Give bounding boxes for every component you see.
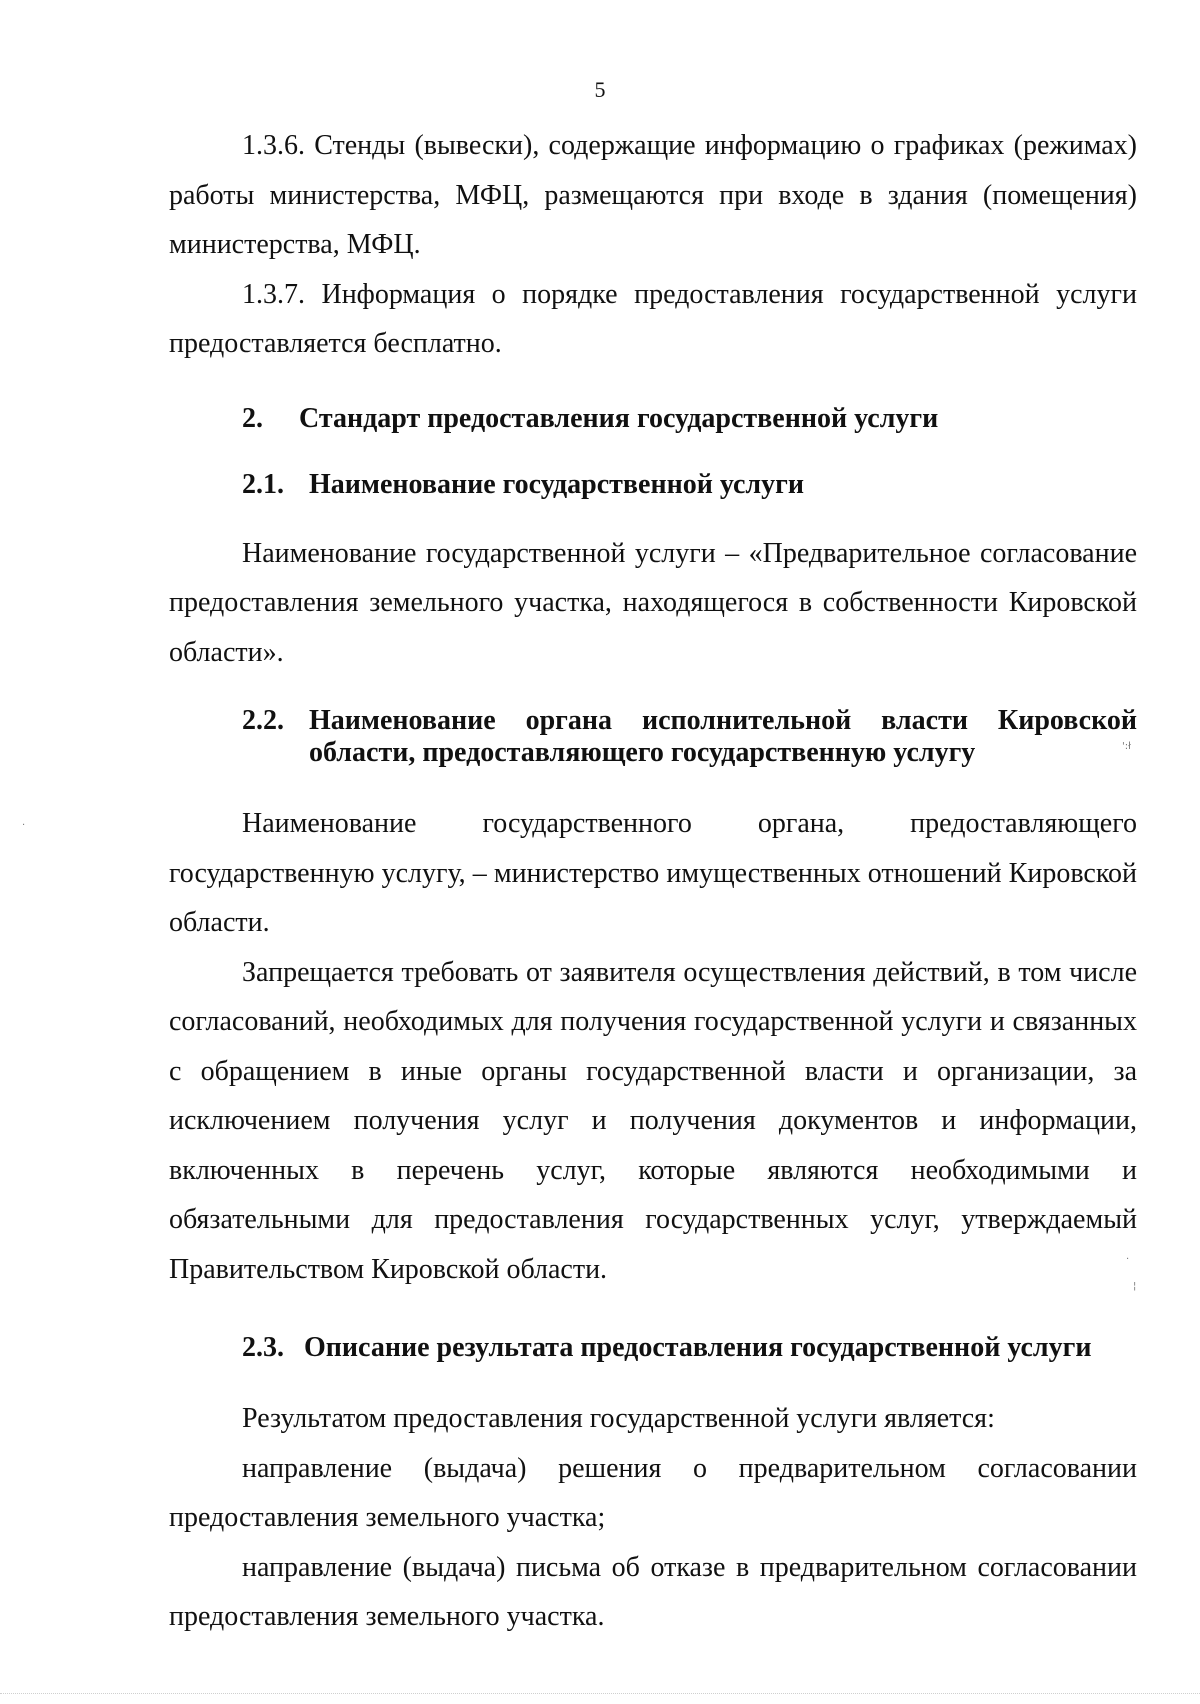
paragraph-1-3-7: 1.3.7. Информация о порядке предоставления государственной услуги предоставляется бесплатно.: [169, 278, 1137, 359]
scan-dot-left: ·: [22, 820, 26, 831]
page-number: 5: [594, 77, 606, 102]
section-heading-2: [169, 403, 1137, 435]
section-number: 2.3.: [242, 1332, 284, 1363]
section-title: Стандарт предоставления государственной услуги: [299, 402, 939, 434]
paragraph-1-3-6: 1.3.6. Стенды (вывески), содержащие информацию о графиках (режимах) работы министерства, МФЦ, размещаются при входе в здания (помещения) министерства, МФЦ.: [169, 130, 1137, 260]
section-title: Наименование органа исполнительной власти Кировской области, предоставляющего государственную услугу: [309, 705, 1137, 768]
scan-mark-right: ':ł: [1122, 741, 1131, 752]
paragraph-prohibition: Запрещается требовать от заявителя осуществления действий, в том числе согласований, необходимых для получения государственной услуги и связанных с обращением в иные органы государственной власти и организации, за исключением получения услуг и получения документов и информации, включенных в перечень услуг, которые являются необходимыми и обязательными для предоставления государственных услуг, утверждаемый Правительством Кировской области.: [169, 956, 1137, 1285]
scan-bottom-edge: [0, 1693, 1200, 1694]
section-number: 2.1.: [242, 468, 284, 500]
section-title: Наименование государственной услуги: [309, 468, 804, 500]
section-heading-2-2: [169, 705, 1137, 769]
paragraph-service-name: Наименование государственной услуги – «Предварительное согласование предоставления земельного участка, находящегося в собственности Кировской области».: [169, 537, 1137, 668]
paragraph-result-refusal: направление (выдача) письма об отказе в предварительном согласовании предоставления земельного участка.: [169, 1551, 1137, 1632]
scan-dot-right: ·: [1126, 1254, 1130, 1265]
section-number: 2.2.: [242, 705, 284, 736]
paragraph-result-intro: Результатом предоставления государственной услуги является:: [242, 1403, 995, 1434]
document-body: [169, 121, 1137, 1642]
scan-mark-right-small: ¦: [1133, 1281, 1137, 1292]
section-title: Описание результата предоставления государственной услуги: [304, 1332, 1092, 1363]
paragraph-result-decision: направление (выдача) решения о предварительном согласовании предоставления земельного участка;: [169, 1452, 1137, 1533]
section-heading-2-1: [169, 469, 1137, 501]
section-number: 2.: [242, 402, 263, 434]
section-heading-2-3: [169, 1332, 1137, 1364]
paragraph-authority-name: Наименование государственного органа, предоставляющего государственную услугу, – министерство имущественных отношений Кировской области.: [169, 808, 1137, 938]
